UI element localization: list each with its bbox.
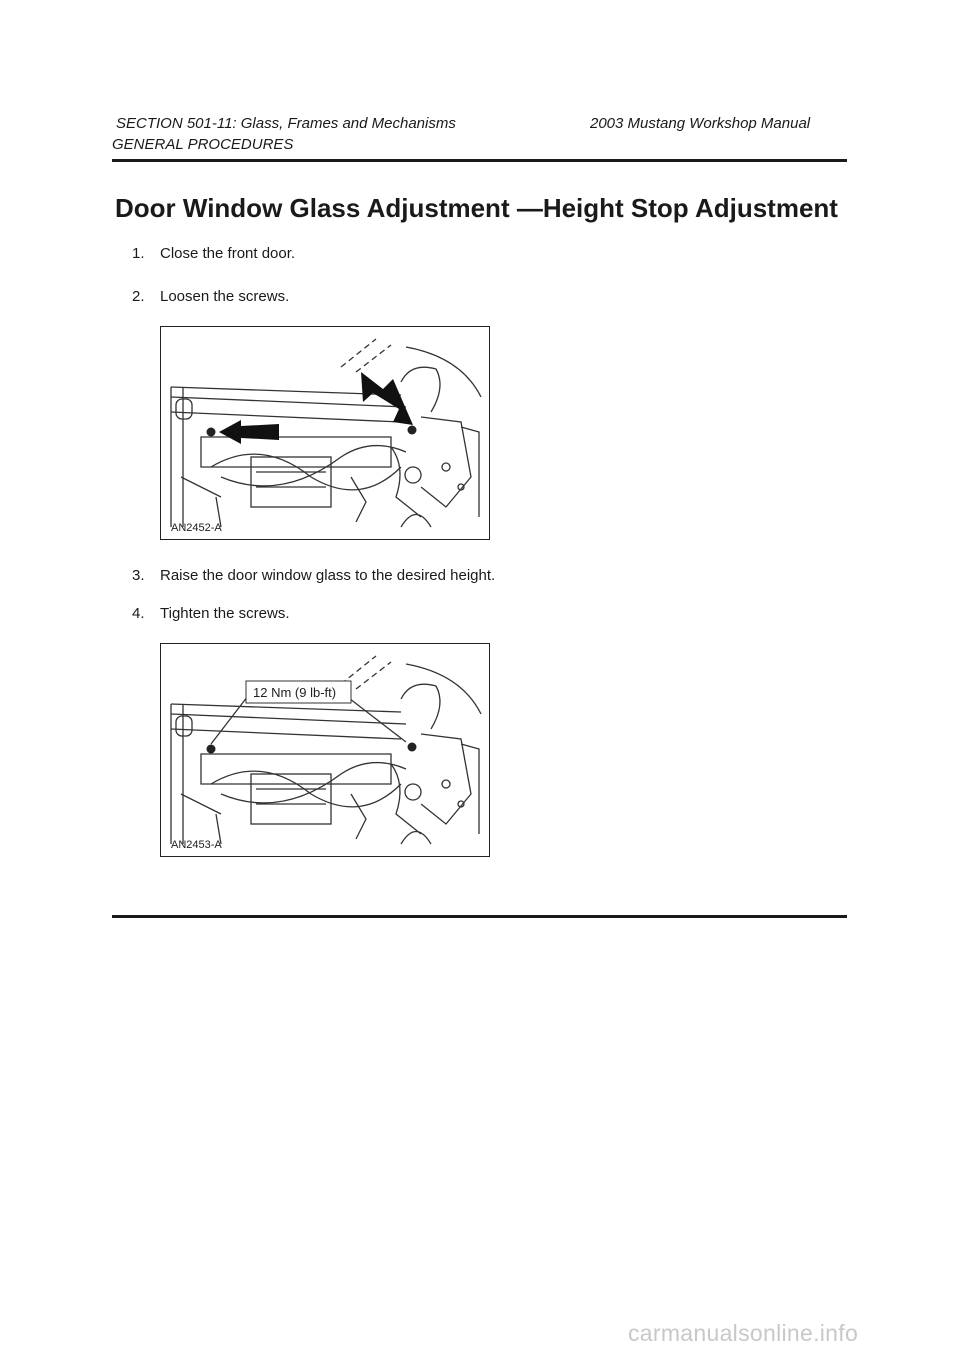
arrow-icon	[361, 372, 413, 425]
page-title: Door Window Glass Adjustment —Height Stop Adjustment	[115, 193, 838, 223]
figure-tighten-screws	[160, 643, 490, 857]
figure-id: AN2452-A	[171, 522, 222, 534]
step-text: Close the front door.	[160, 245, 296, 262]
arrow-icon	[219, 420, 279, 444]
footer-rule	[112, 915, 847, 918]
torque-callout: 12 Nm (9 lb-ft)	[253, 685, 337, 700]
step-number: 4.	[132, 605, 145, 622]
step-text: Loosen the screws.	[160, 288, 290, 305]
step-3	[132, 567, 495, 584]
watermark: carmanualsonline.info	[628, 1320, 859, 1346]
step-4	[132, 605, 290, 622]
step-2	[132, 288, 289, 305]
step-number: 1.	[132, 245, 145, 262]
step-text: Raise the door window glass to the desired height.	[160, 567, 496, 584]
category-label: GENERAL PROCEDURES	[112, 136, 294, 153]
step-number: 2.	[132, 288, 145, 305]
step-1	[132, 245, 295, 262]
step-text: Tighten the screws.	[160, 605, 290, 622]
figure-loosen-screws	[160, 326, 490, 540]
step-number: 3.	[132, 567, 145, 584]
screw-icon	[408, 426, 417, 435]
screw-icon	[408, 743, 417, 752]
section-header: SECTION 501-11: Glass, Frames and Mechanisms	[116, 115, 456, 132]
door-mechanism-illustration	[161, 327, 489, 539]
figure-id: AN2453-A	[171, 839, 222, 851]
header-rule	[112, 159, 847, 162]
screw-icon	[207, 428, 216, 437]
manual-title: 2003 Mustang Workshop Manual	[590, 115, 811, 132]
screw-icon	[207, 745, 216, 754]
door-mechanism-illustration	[161, 644, 489, 856]
